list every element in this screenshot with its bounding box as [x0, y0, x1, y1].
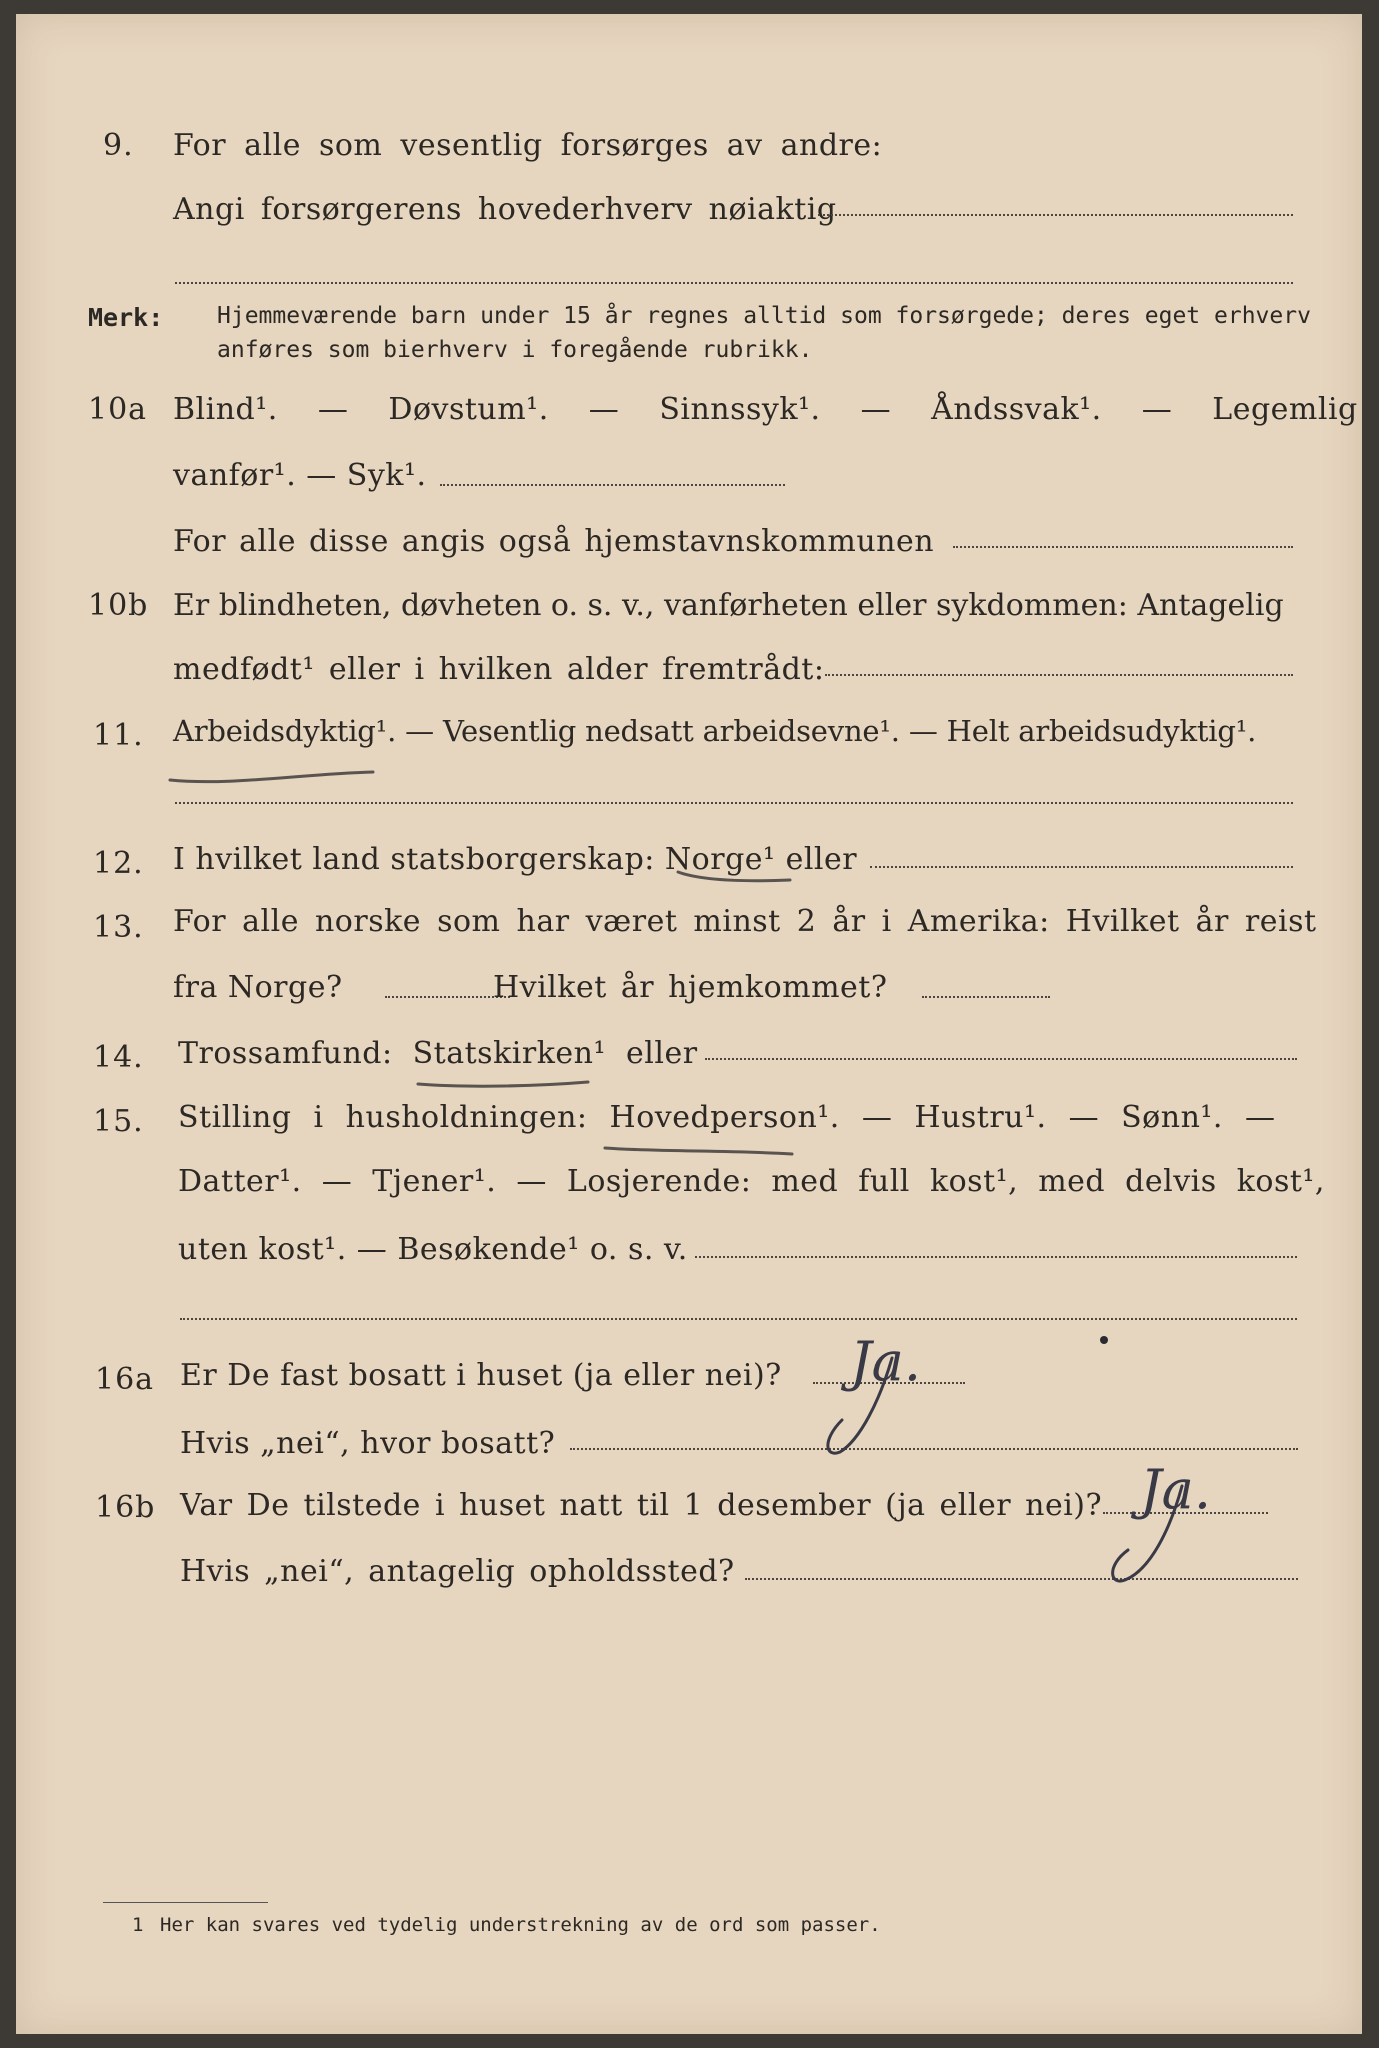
- footnote-rule: [103, 1902, 268, 1903]
- q16b-handwritten-answer: Ja.: [1140, 1458, 1212, 1521]
- q12-number: 12.: [93, 846, 144, 881]
- q16b-line2: Hvis „nei“, antagelig opholdssted?: [180, 1554, 735, 1589]
- q13-line2a: fra Norge?: [173, 970, 343, 1005]
- q10a-line1: Blind¹. — Døvstum¹. — Sinnssyk¹. — Åndssvak¹. — Legemlig: [173, 392, 1358, 427]
- q10a-line2: vanfør¹. — Syk¹.: [173, 458, 427, 493]
- q12-line1: I hvilket land statsborgerskap: Norge¹ eller: [173, 842, 858, 877]
- q15-line2: Datter¹. — Tjener¹. — Losjerende: med full kost¹, med delvis kost¹,: [178, 1164, 1325, 1199]
- q14-number: 14.: [93, 1040, 144, 1075]
- q11-line1: Arbeidsdyktig¹. — Vesentlig nedsatt arbeidsevne¹. — Helt arbeidsudyktig¹.: [173, 714, 1257, 748]
- q16b-line1: Var De tilstede i huset natt til 1 desember (ja eller nei)?: [180, 1488, 1103, 1523]
- q15-answer-line-2: [180, 1318, 1297, 1320]
- footnote-mark: 1: [132, 1914, 144, 1936]
- q13-line2b: Hvilket år hjemkommet?: [493, 970, 888, 1005]
- q16a-line2: Hvis „nei“, hvor bosatt?: [180, 1426, 556, 1461]
- merk-line1: Hjemmeværende barn under 15 år regnes alltid som forsørgede; deres eget erhverv: [217, 303, 1311, 329]
- q15-answer-line: [695, 1256, 1297, 1258]
- merk-label: Merk:: [88, 303, 164, 332]
- q13-line1: For alle norske som har været minst 2 år i Amerika: Hvilket år reist: [173, 904, 1317, 939]
- q9-line2: Angi forsørgerens hovederhverv nøiaktig: [173, 192, 837, 227]
- q10b-answer-line: [825, 674, 1293, 676]
- q16a-residence-line: [570, 1448, 1298, 1450]
- q15-line3: uten kost¹. — Besøkende¹ o. s. v.: [178, 1232, 688, 1267]
- q16a-handwritten-answer: Ja.: [850, 1330, 922, 1393]
- q15-number: 15.: [93, 1104, 144, 1139]
- q16b-number: 16b: [95, 1490, 156, 1525]
- q16a-number: 16a: [95, 1362, 155, 1397]
- q9-answer-line-2: [175, 282, 1293, 284]
- q11-answer-line: [175, 802, 1293, 804]
- q10a-line3: For alle disse angis også hjemstavnskommunen: [173, 524, 935, 559]
- q13-return-year-line: [922, 996, 1050, 998]
- q16a-line1: Er De fast bosatt i huset (ja eller nei)?: [180, 1358, 782, 1393]
- q11-number: 11.: [93, 718, 144, 753]
- footnote-text: Her kan svares ved tydelig understrekning av de ord som passer.: [160, 1914, 881, 1936]
- q10a-number: 10a: [88, 392, 148, 427]
- q15-line1: Stilling i husholdningen: Hovedperson¹. — Hustru¹. — Sønn¹. —: [178, 1100, 1276, 1135]
- q9-line1: For alle som vesentlig forsørges av andre:: [173, 128, 883, 163]
- q13-departure-year-line: [385, 996, 510, 998]
- q12-answer-line: [870, 866, 1293, 868]
- q10b-line2: medfødt¹ eller i hvilken alder fremtrådt:: [173, 652, 825, 687]
- q10b-line1: Er blindheten, døvheten o. s. v., vanførheten eller sykdommen: Antagelig: [173, 588, 1284, 623]
- q10a-answer-line: [440, 484, 785, 486]
- q14-answer-line: [705, 1058, 1297, 1060]
- q10a-hometown-line: [953, 546, 1293, 548]
- q10b-number: 10b: [88, 588, 149, 623]
- merk-line2: anføres som bierhverv i foregående rubrikk.: [217, 337, 813, 363]
- q14-line1: Trossamfund: Statskirken¹ eller: [178, 1036, 698, 1071]
- q9-answer-line: [818, 214, 1293, 216]
- q16b-whereabouts-line: [745, 1578, 1298, 1580]
- q9-number: 9.: [103, 128, 134, 163]
- q13-number: 13.: [93, 910, 144, 945]
